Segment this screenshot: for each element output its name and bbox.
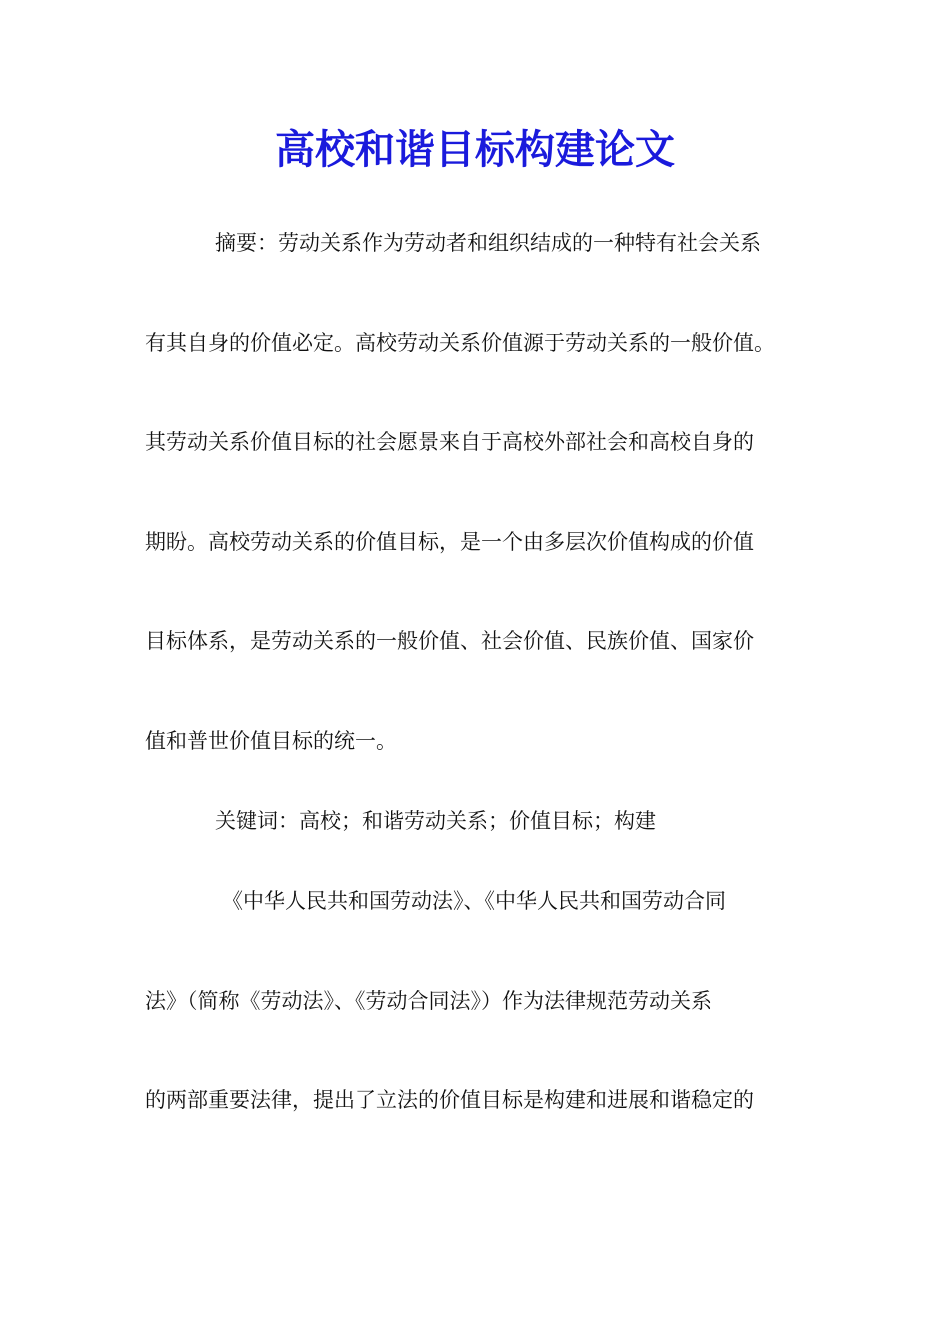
- abstract-line: 值和普世价值目标的统一。: [145, 729, 397, 753]
- abstract-line: 期盼。高校劳动关系的价值目标，是一个由多层次价值构成的价值: [145, 530, 754, 554]
- abstract-line: 有其自身的价值必定。高校劳动关系价值源于劳动关系的一般价值。: [145, 331, 775, 355]
- page-title: 高校和谐目标构建论文: [275, 126, 675, 173]
- body-line: 的两部重要法律，提出了立法的价值目标是构建和进展和谐稳定的: [145, 1088, 754, 1112]
- abstract-line: 摘要：劳动关系作为劳动者和组织结成的一种特有社会关系: [215, 231, 761, 255]
- keywords-line: 关键词：高校；和谐劳动关系；价值目标；构建: [215, 809, 656, 833]
- body-line: 《中华人民共和国劳动法》、《中华人民共和国劳动合同: [222, 889, 726, 913]
- abstract-line: 目标体系，是劳动关系的一般价值、社会价值、民族价值、国家价: [145, 629, 754, 653]
- abstract-line: 其劳动关系价值目标的社会愿景来自于高校外部社会和高校自身的: [145, 430, 754, 454]
- body-line: 法》（简称《劳动法》、《劳动合同法》）作为法律规范劳动关系: [145, 989, 712, 1013]
